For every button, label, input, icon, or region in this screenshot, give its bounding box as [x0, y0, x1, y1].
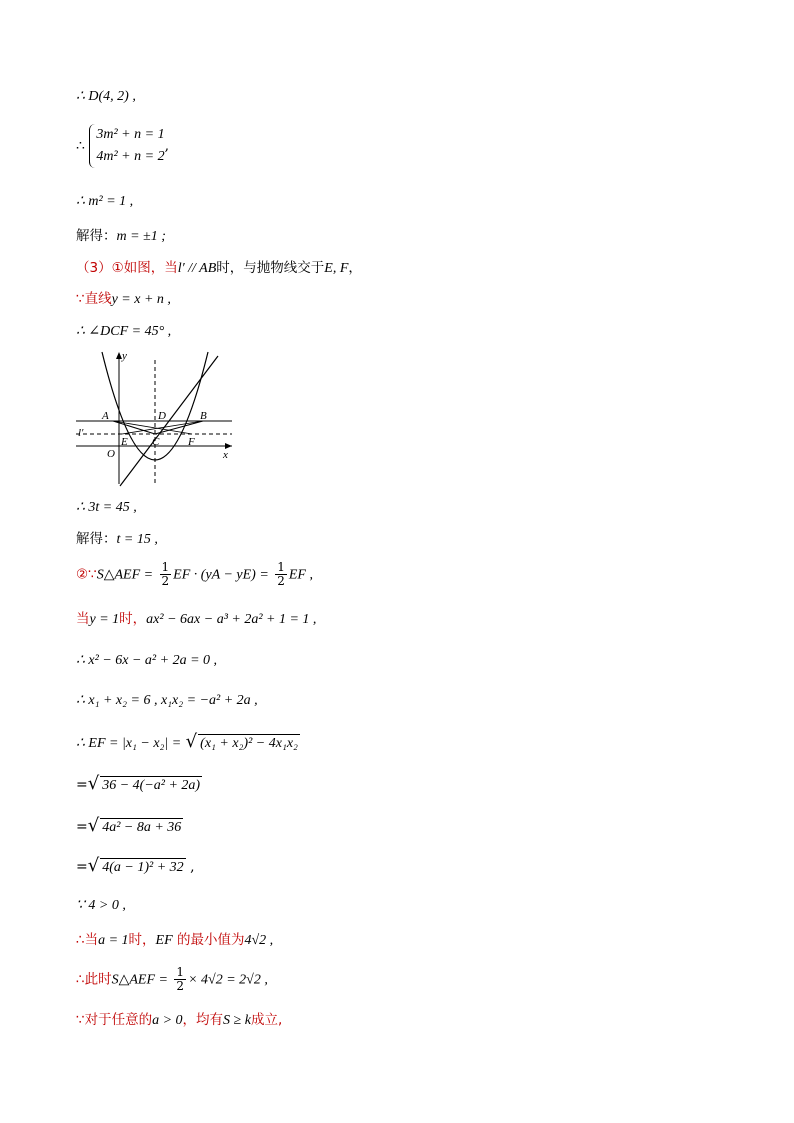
line-ef-step3: =√ 4(a − 1)² + 32 ,	[76, 855, 195, 876]
line-when-y1: 当y = 1时，ax² − 6ax − a³ + 2a² + 1 = 1 ,	[76, 611, 317, 627]
label-b: B	[200, 410, 207, 422]
line-linear: ∵直线y = x + n ,	[76, 291, 171, 307]
line-3t: ∴ 3t = 45 ,	[76, 500, 137, 515]
parabola-figure	[72, 348, 238, 488]
equation-system: 3m² + n = 1 4m² + n = 2	[89, 124, 164, 168]
line-4-gt-0: ∵ 4 > 0 ,	[76, 898, 126, 913]
line-angle: ∴ ∠DCF = 45° ,	[76, 324, 172, 339]
line-area-value: ∴此时S△AEF = $\frac{1}{2}$ × 4√2 = 2√2 ,	[76, 965, 268, 993]
label-a: A	[102, 410, 109, 422]
line-quadratic: ∴ x² − 6x − a² + 2a = 0 ,	[76, 653, 218, 668]
line-ef-step2: =√ 4a² − 8a + 36	[76, 815, 182, 836]
line-ef: ∴ EF = |x₁ − x₂| = √ (x₁ + x₂)² − 4x₁x₂	[76, 731, 298, 752]
line-area: ②∵S△AEF = $\frac{1}{2}$ EF · (yA − yE) = $\frac{1}{2}$ EF ,	[76, 560, 313, 588]
line-ef-step1: =√ 36 − 4(−a² + 2a)	[76, 773, 201, 794]
label-c: C	[152, 436, 160, 448]
line-for-any-a: ∵对于任意的a > 0，均有S ≥ k成立,	[76, 1012, 283, 1028]
line-solve-t: 解得：t = 15 ,	[76, 531, 158, 547]
label-x: x	[223, 449, 228, 461]
line-min-ef: ∴当a = 1时，EF 的最小值为4√2 ,	[76, 932, 274, 948]
line-d-point: ∴ D(4, 2) ,	[76, 89, 136, 104]
line-solve-m: 解得：m = ±1 ;	[76, 228, 166, 244]
label-l-prime: l′	[78, 427, 84, 439]
line-m-squared: ∴ m² = 1 ,	[76, 194, 134, 209]
line-system: ∴ 3m² + n = 1 4m² + n = 2 ,	[76, 124, 169, 168]
line-part3: （3）①如图，当l′ // AB时，与抛物线交于E, F，	[76, 260, 362, 276]
label-e: E	[121, 436, 128, 448]
label-y: y	[122, 350, 127, 362]
label-o: O	[107, 448, 115, 460]
label-f: F	[188, 436, 195, 448]
line-vieta: ∴ x₁ + x₂ = 6 , x₁x₂ = −a² + 2a ,	[76, 693, 258, 708]
label-d: D	[158, 410, 166, 422]
